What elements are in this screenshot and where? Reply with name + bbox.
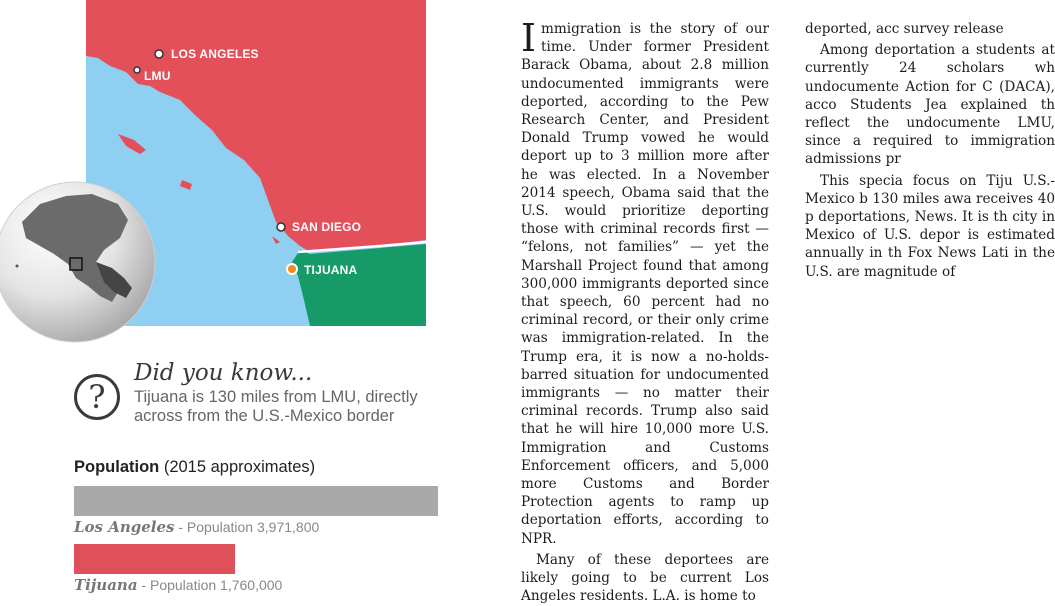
- did-you-know-text: Tijuana is 130 miles from LMU, directly across from the U.S.-Mexico border: [134, 388, 418, 425]
- tijuana-population: - Population 1,760,000: [137, 577, 283, 593]
- population-heading: [74, 458, 315, 477]
- population-heading-rest: (2015 approximates): [159, 458, 316, 476]
- article-paragraph: This specia focus on Tiju U.S.-Mexico b 130 miles awa receives 40 p deportations, News. It is th city in Mexico of U.S. depor is estimated annually in th Fox News Lati in the U.S. are magnitude of: [805, 172, 1055, 280]
- tijuana-label: TIJUANA: [304, 263, 358, 277]
- los-angeles-city: Los Angeles: [74, 518, 175, 536]
- region-map: [0, 0, 440, 360]
- globe-icon: [0, 182, 155, 342]
- article-paragraph: Many of these deportees are likely going to be current Los Angeles residents. L.A. is home to: [521, 551, 769, 605]
- did-you-know-title: Did you know...: [134, 360, 313, 386]
- san-diego-marker: [277, 223, 285, 231]
- article-paragraph: [521, 16, 769, 548]
- population-chart: [74, 458, 444, 603]
- drop-cap: I: [521, 16, 537, 60]
- tijuana-bar: [74, 544, 235, 574]
- los-angeles-bar: [74, 486, 438, 516]
- los-angeles-marker: [155, 50, 163, 58]
- did-you-know-box: [74, 358, 444, 432]
- tijuana-city: Tijuana: [74, 576, 138, 594]
- question-mark-icon: ?: [74, 374, 120, 420]
- mexico-land: [292, 244, 426, 326]
- tijuana-caption: [74, 576, 282, 594]
- lmu-marker: [134, 67, 140, 73]
- lmu-label: LMU: [144, 69, 171, 83]
- population-heading-bold: Population: [74, 458, 160, 476]
- article-paragraph-text: mmigration is the story of our time. Under former President Barack Obama, about 2.8 million undocumented immigrants were deported, according to the Pew Research Center, and President Donald Trump vowed he would deport up to 3 million more after he was elected. In a November 2014 speech, Obama said that the U.S. would prioritize deporting those with criminal records first — “felons, not families” — yet the Marshall Project found that among 300,000 immigrants deported since that speech, 60 percent had no criminal record, or their only crime was immigration-related. In the Trump era, it is now a no-holds-barred situation for undocumented immigrants — no matter their criminal records. Trump also said that he will hire 10,000 more U.S. Immigration and Customs Enforcement officers, and 5,000 more Customs and Border Protection agents to ramp up deportation efforts, according to NPR.: [521, 21, 769, 547]
- article-paragraph: Among deportation a students at currently 24 scholars wh undocumente Action for C (DACA), acco Students Jea explained th reflect the undocumente LMU, since a required to immigration admissions pr: [805, 42, 1055, 168]
- tijuana-marker-dot: [288, 265, 296, 273]
- los-angeles-population: - Population 3,971,800: [174, 519, 320, 535]
- article-paragraph: deported, acc survey release: [805, 21, 1004, 37]
- article-column-2: [805, 20, 1055, 281]
- san-diego-label: SAN DIEGO: [292, 220, 362, 234]
- article-column-1: [521, 16, 769, 606]
- los-angeles-label: LOS ANGELES: [171, 47, 259, 61]
- los-angeles-caption: [74, 518, 319, 536]
